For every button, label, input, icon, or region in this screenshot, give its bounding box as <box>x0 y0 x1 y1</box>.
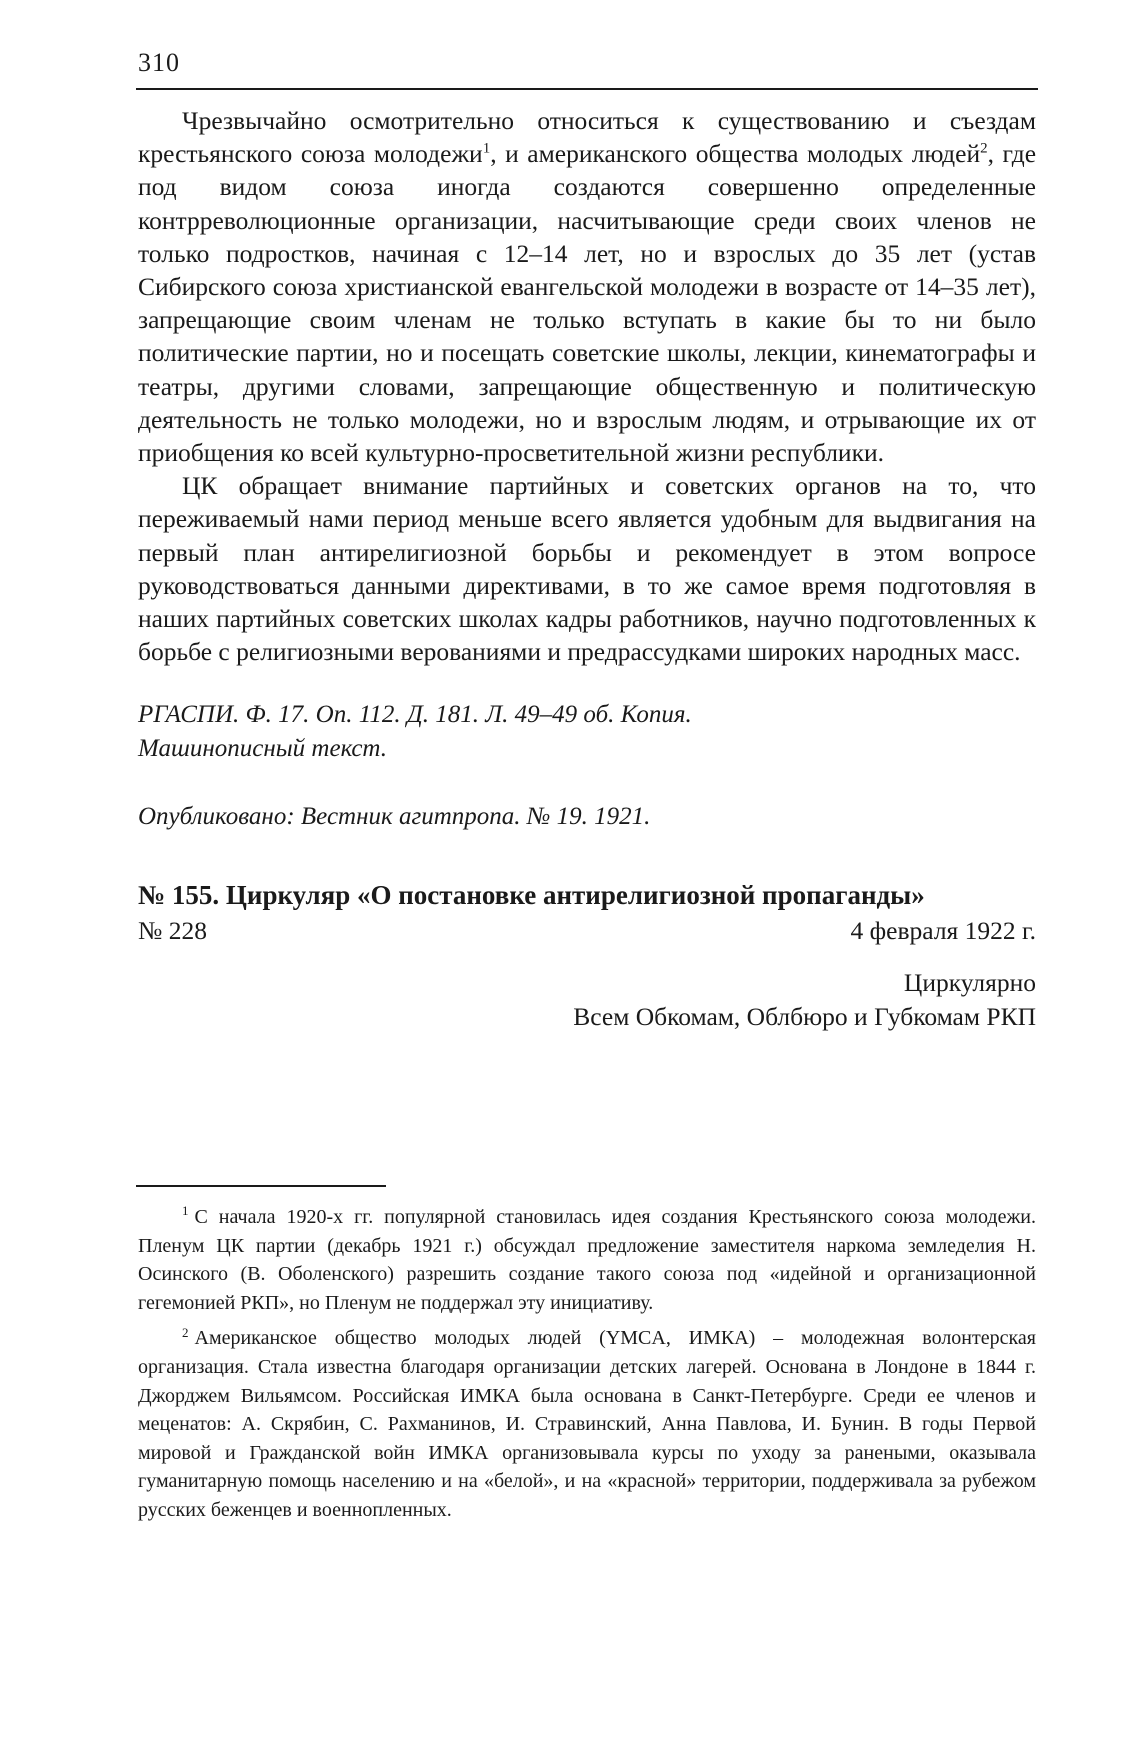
header-rule <box>136 88 1038 90</box>
document-number: № 228 <box>138 916 207 946</box>
document-heading: № 155. Циркуляр «О постановке антирелигиозной пропаганды» <box>138 880 925 911</box>
footnote-ref-1[interactable]: 1 <box>482 140 491 157</box>
footnotes <box>138 1203 1036 1532</box>
footnote-1-text: С начала 1920-х гг. популярной становилась идея создания Крестьянского союза молодежи. Пленум ЦК партии (декабрь 1921 г.) обсуждал предложение заместителя наркома земледелия Н. Осинского (В. Оболенского) разрешить создание такого союза под «идейной и организационной гегемонией РКП», но Пленум не поддержал эту инициативу. <box>138 1206 1036 1314</box>
archive-source-line-1: РГАСПИ. Ф. 17. Оп. 112. Д. 181. Л. 49–49 об. Копия. <box>138 701 692 729</box>
document-date: 4 февраля 1922 г. <box>850 916 1036 946</box>
archive-source-line-2: Машинописный текст. <box>138 735 388 763</box>
body-paragraph-1 <box>138 104 1036 469</box>
addressee-line-2: Всем Обкомам, Облбюро и Губкомам РКП <box>573 1002 1036 1032</box>
page-number: 310 <box>138 48 180 77</box>
footnote-rule <box>136 1185 386 1187</box>
publication-note: Опубликовано: Вестник агитпропа. № 19. 1921. <box>138 803 651 831</box>
archive-source <box>138 698 1036 766</box>
paragraph-1-part-2: , и американского общества молодых людей <box>490 139 981 169</box>
footnote-2 <box>138 1324 1036 1524</box>
addressee <box>138 966 1036 1034</box>
footnote-2-mark: 2 <box>182 1324 189 1340</box>
footnote-1 <box>138 1203 1036 1317</box>
main-text <box>138 104 1036 1034</box>
document-meta <box>138 914 1036 948</box>
footnote-2-text: Американское общество молодых людей (YMCA, ИМКА) – молодежная волонтерская организация. Стала известна благодаря организации детских лагерей. Основана в Лондоне в 1844 г. Джорджем Вильямсом. Российская ИМКА была основана в Санкт-Петербурге. Среди ее членов и меценатов: А. Скрябин, С. Рахманинов, И. Стравинский, Анна Павлова, И. Бунин. В годы Первой мировой и Гражданской войн ИМКА организовывала курсы по уходу за ранеными, оказывала гуманитарную помощь населению и на «белой», и на «красной» территории, поддерживала за рубежом русских беженцев и военнопленных. <box>138 1327 1036 1521</box>
paragraph-1-part-3: , где под видом союза иногда создаются совершенно определенные контрреволюционные организации, насчитывающие среди своих членов не только подростков, начиная с 12–14 лет, но и взрослых до 35 лет (устав Сибирского союза христианской евангельской молодежи в возрасте от 14–35 лет), запрещающие своим членам не только вступать в какие бы то ни было политические партии, но и посещать советские школы, лекции, кинематографы и театры, другими словами, запрещающие общественную и политическую деятельность не только молодежи, но и взрослым людям, и отрывающие их от приобщения ко всей культурно-просветительной жизни республики. <box>138 139 1037 468</box>
footnote-1-mark: 1 <box>182 1203 189 1219</box>
body-paragraph-2: ЦК обращает внимание партийных и советских органов на то, что переживаемый нами период меньше всего является удобным для выдвигания на первый план антирелигиозной борьбы и рекомендует в этом вопросе руководствоваться данными директивами, в то же самое время подготовляя в наших партийных советских школах кадры работников, научно подготовленных к борьбе с религиозными верованиями и предрассудками широких народных масс. <box>138 471 1036 667</box>
footnote-ref-2[interactable]: 2 <box>980 140 988 157</box>
addressee-line-1: Циркулярно <box>903 968 1036 998</box>
paragraph-1-part-1: Чрезвычайно осмотрительно относиться к существованию и съездам крестьянского союза молодежи <box>138 106 1036 169</box>
